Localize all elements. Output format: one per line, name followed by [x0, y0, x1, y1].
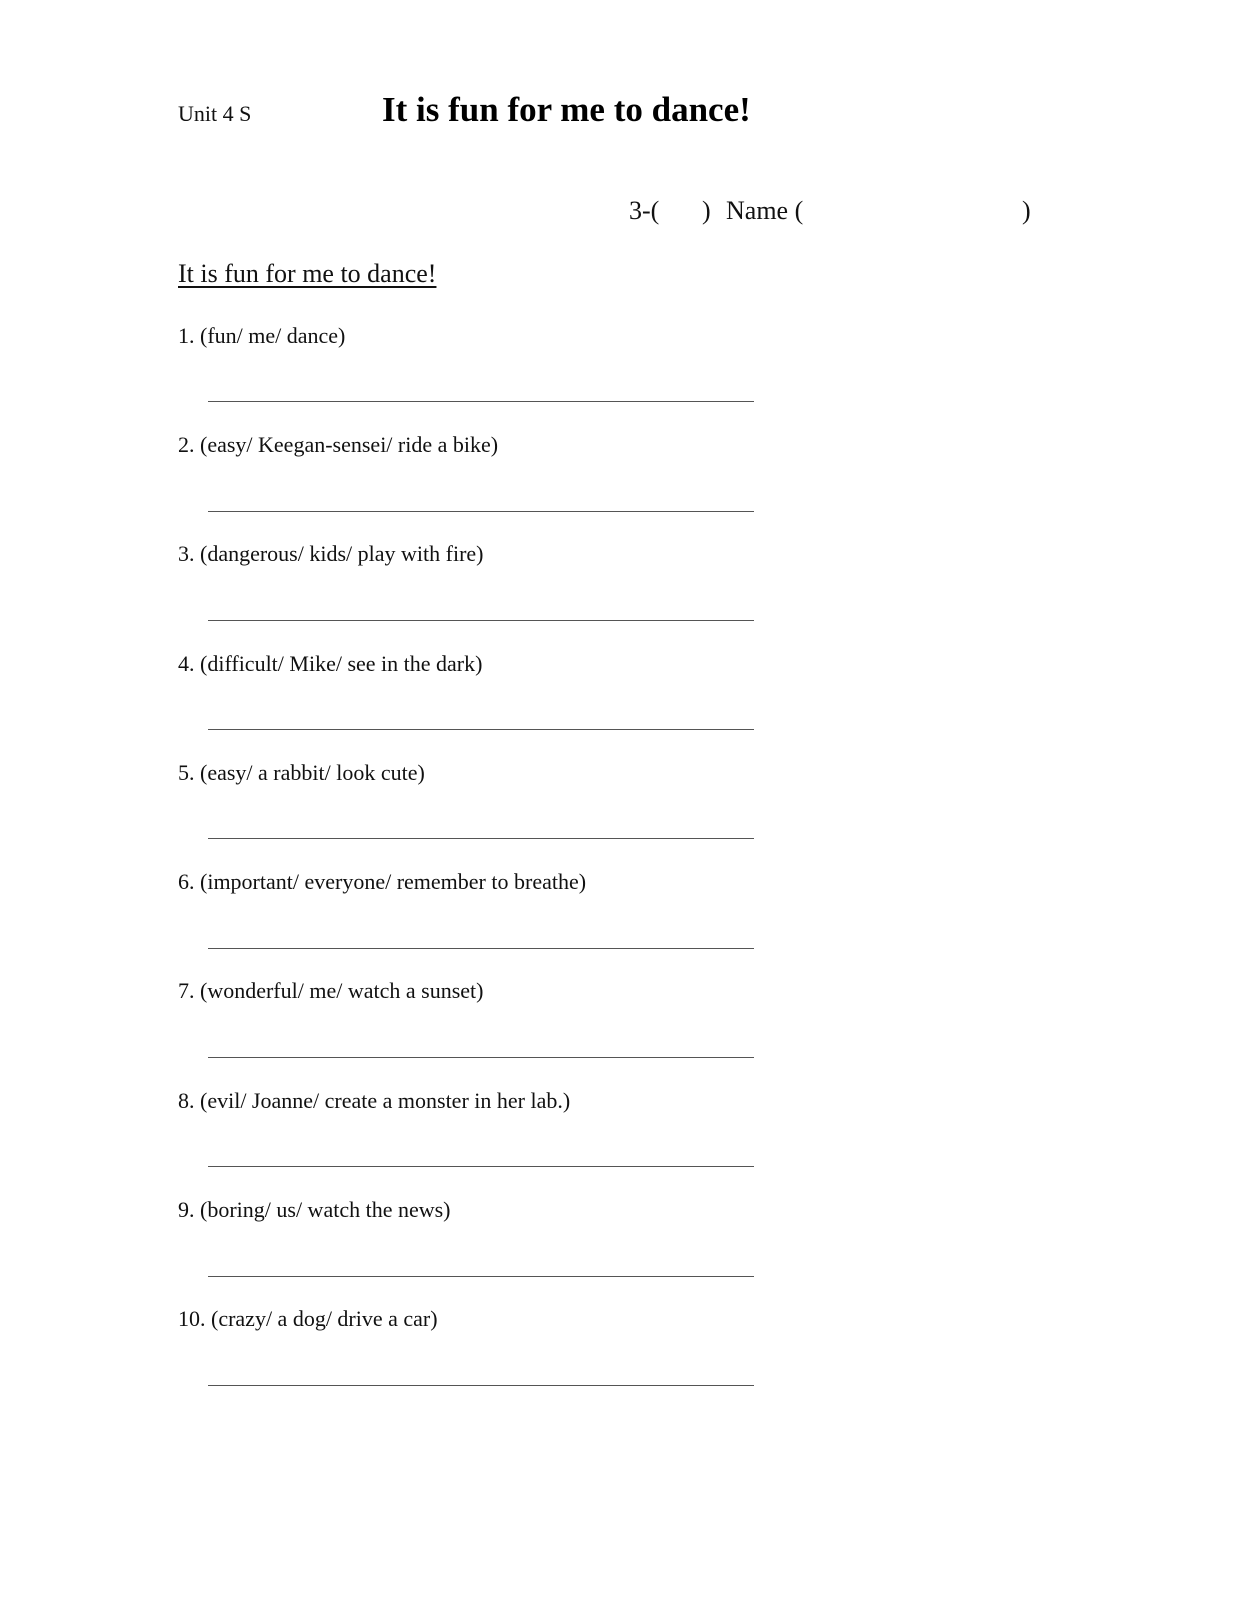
unit-label: Unit 4 S: [178, 101, 252, 126]
question-prompt: 8. (evil/ Joanne/ create a monster in her lab.): [178, 1088, 571, 1113]
question-prompt: 9. (boring/ us/ watch the news): [178, 1197, 451, 1222]
question-prompt: 5. (easy/ a rabbit/ look cute): [178, 760, 425, 785]
answer-line[interactable]: [208, 1385, 754, 1386]
class-number-close: ): [702, 196, 711, 225]
answer-line[interactable]: [208, 948, 754, 949]
answer-line[interactable]: [208, 838, 754, 839]
answer-line[interactable]: [208, 729, 754, 730]
answer-line[interactable]: [208, 1057, 754, 1058]
answer-line[interactable]: [208, 401, 754, 402]
page-title: It is fun for me to dance!: [382, 90, 751, 129]
answer-line[interactable]: [208, 620, 754, 621]
name-close: ): [1022, 196, 1031, 225]
answer-line[interactable]: [208, 511, 754, 512]
question-prompt: 7. (wonderful/ me/ watch a sunset): [178, 978, 484, 1003]
name-label: Name (: [726, 196, 804, 225]
class-number-label: 3-(: [629, 196, 660, 225]
question-prompt: 1. (fun/ me/ dance): [178, 323, 346, 348]
answer-line[interactable]: [208, 1166, 754, 1167]
question-prompt: 2. (easy/ Keegan-sensei/ ride a bike): [178, 432, 499, 457]
section-heading: It is fun for me to dance!: [178, 259, 437, 288]
question-prompt: 6. (important/ everyone/ remember to breathe): [178, 869, 587, 894]
question-prompt: 10. (crazy/ a dog/ drive a car): [178, 1306, 438, 1331]
answer-line[interactable]: [208, 1276, 754, 1277]
question-prompt: 4. (difficult/ Mike/ see in the dark): [178, 651, 483, 676]
question-prompt: 3. (dangerous/ kids/ play with fire): [178, 541, 484, 566]
